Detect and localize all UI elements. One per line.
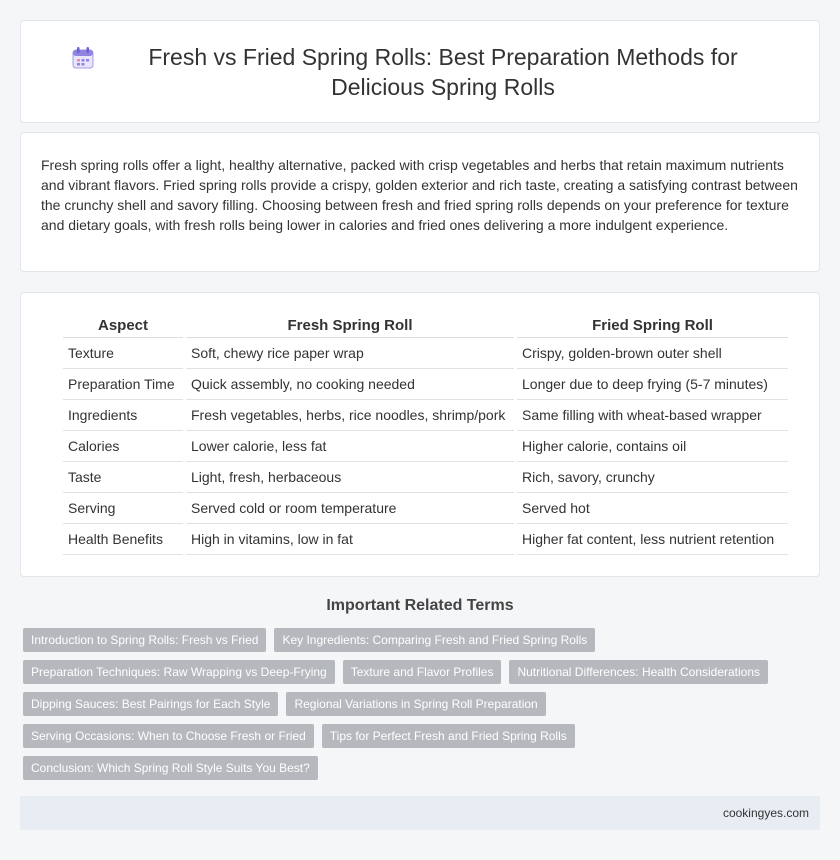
footer-site[interactable]: cookingyes.com [722,806,809,820]
header-fresh: Fresh Spring Roll [186,315,514,338]
related-term-tag[interactable]: Key Ingredients: Comparing Fresh and Fried Spring Rolls [274,628,595,652]
header-aspect: Aspect [63,315,183,338]
table-row [63,338,788,369]
table-row [63,493,788,524]
table-cell: Preparation Time [63,369,183,400]
tag-row [23,692,823,716]
tag-row [23,724,823,748]
table-row [63,369,788,400]
calendar-icon [70,45,96,71]
table-cell: Health Benefits [63,524,183,555]
related-term-tag[interactable]: Tips for Perfect Fresh and Fried Spring Rolls [322,724,575,748]
table-cell: Same filling with wheat-based wrapper [517,400,788,431]
table-cell: Quick assembly, no cooking needed [186,369,514,400]
related-term-tag[interactable]: Dipping Sauces: Best Pairings for Each Style [23,692,278,716]
table-cell: Soft, chewy rice paper wrap [186,338,514,369]
table-row [63,462,788,493]
table-cell: High in vitamins, low in fat [186,524,514,555]
table-cell: Longer due to deep frying (5-7 minutes) [517,369,788,400]
table-cell: Rich, savory, crunchy [517,462,788,493]
table-row [63,400,788,431]
related-terms-list [23,628,823,788]
page-title: Fresh vs Fried Spring Rolls: Best Preparation Methods for Delicious Spring Rolls [148,43,738,100]
tag-row [23,660,823,684]
related-terms-title: Important Related Terms [326,597,514,614]
table-cell: Higher calorie, contains oil [517,431,788,462]
related-term-tag[interactable]: Regional Variations in Spring Roll Preparation [286,692,545,716]
table-cell: Ingredients [63,400,183,431]
table-cell: Higher fat content, less nutrient retention [517,524,788,555]
table-header-row [63,315,788,338]
table-row [63,431,788,462]
footer [20,796,820,830]
intro-card [20,132,820,272]
table-cell: Served hot [517,493,788,524]
table-cell: Crispy, golden-brown outer shell [517,338,788,369]
table-cell: Fresh vegetables, herbs, rice noodles, shrimp/pork [186,400,514,431]
intro-paragraph: Fresh spring rolls offer a light, healthy alternative, packed with crisp vegetables and herbs that retain maximum nutrients and vibrant flavors. Fried spring rolls provide a crispy, golden exterior and rich taste, creating a satisfying contrast between the crunchy shell and savory filling. Choosing between fresh and fried spring rolls depends on your preference for texture and dietary goals, with fresh rolls being lower in calories and fried ones delivering a more indulgent experience. [41,157,798,233]
title-wrap [70,42,770,102]
related-term-tag[interactable]: Nutritional Differences: Health Considerations [509,660,768,684]
tag-row [23,756,823,780]
table-row [63,524,788,555]
table-cell: Calories [63,431,183,462]
title-card [20,20,820,123]
related-term-tag[interactable]: Conclusion: Which Spring Roll Style Suits You Best? [23,756,318,780]
tag-row [23,628,823,652]
comparison-card [20,292,820,577]
comparison-table [60,315,791,555]
related-term-tag[interactable]: Serving Occasions: When to Choose Fresh or Fried [23,724,314,748]
table-cell: Lower calorie, less fat [186,431,514,462]
related-term-tag[interactable]: Texture and Flavor Profiles [343,660,502,684]
table-cell: Light, fresh, herbaceous [186,462,514,493]
table-cell: Served cold or room temperature [186,493,514,524]
table-cell: Taste [63,462,183,493]
table-cell: Texture [63,338,183,369]
related-term-tag[interactable]: Introduction to Spring Rolls: Fresh vs Fried [23,628,266,652]
header-fried: Fried Spring Roll [517,315,788,338]
related-term-tag[interactable]: Preparation Techniques: Raw Wrapping vs Deep-Frying [23,660,335,684]
table-cell: Serving [63,493,183,524]
